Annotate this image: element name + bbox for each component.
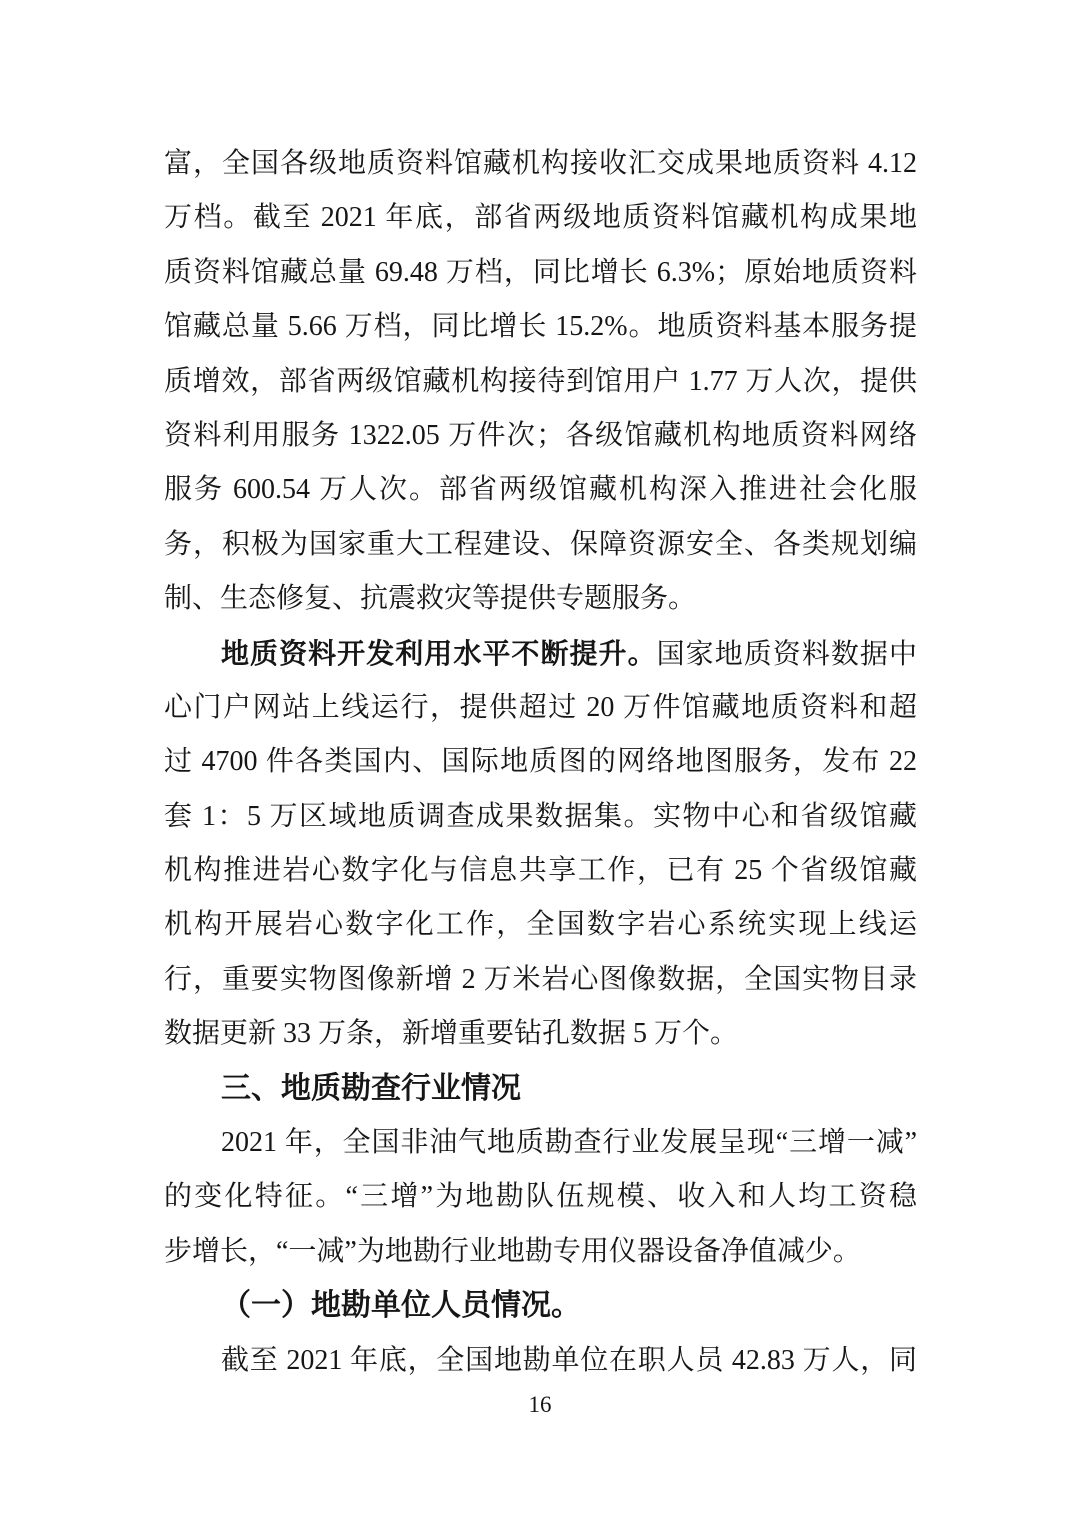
text-line-4 <box>164 300 917 354</box>
text-run-body: 务，积极为国家重大工程建设、保障资源安全、各类规划编 <box>164 528 917 560</box>
text-line-21 <box>164 1225 917 1279</box>
text-line-11 <box>164 681 917 735</box>
text-line-10 <box>164 627 917 681</box>
text-run-body: 富，全国各级地质资料馆藏机构接收汇交成果地质资料 4.12 <box>164 148 917 179</box>
text-line-7 <box>164 463 917 517</box>
text-run-kai: （一）地勘单位人员情况。 <box>221 1289 581 1323</box>
text-run-hei: 地质资料开发利用水平不断提升。 <box>221 637 657 669</box>
text-run-body: 步增长，“一减”为地勘行业地勘专用仪器设备净值减少。 <box>164 1235 861 1267</box>
text-run-body: 制、生态修复、抗震救灾等提供专题服务。 <box>164 583 697 615</box>
text-run-body: 过 4700 件各类国内、国际地质图的网络地图服务，发布 22 <box>164 746 917 778</box>
text-line-19 <box>164 1116 917 1170</box>
text-line-12 <box>164 735 917 789</box>
text-run-body: 质增效，部省两级馆藏机构接待到馆用户 1.77 万人次，提供 <box>164 365 917 397</box>
text-line-14 <box>164 844 917 898</box>
text-line-18 <box>164 1062 917 1116</box>
text-line-13 <box>164 790 917 844</box>
page-number: 16 <box>528 1392 552 1417</box>
text-line-1 <box>164 137 917 191</box>
text-run-body: 数据更新 33 万条，新增重要钻孔数据 5 万个。 <box>164 1018 739 1050</box>
text-run-body: 国家地质资料数据中 <box>656 638 917 670</box>
text-line-23 <box>164 1334 917 1388</box>
text-line-5 <box>164 355 917 409</box>
text-run-body: 套 1：5 万区域地质调查成果数据集。实物中心和省级馆藏 <box>164 800 917 832</box>
text-run-body: 资料利用服务 1322.05 万件次；各级馆藏机构地质资料网络 <box>164 419 917 451</box>
text-run-body: 心门户网站上线运行，提供超过 20 万件馆藏地质资料和超 <box>164 691 917 723</box>
text-run-body: 机构推进岩心数字化与信息共享工作，已有 25 个省级馆藏 <box>164 855 917 887</box>
text-run-body: 的变化特征。“三增”为地勘队伍规模、收入和人均工资稳 <box>164 1181 917 1213</box>
text-line-20 <box>164 1170 917 1224</box>
text-run-body: 质资料馆藏总量 69.48 万档，同比增长 6.3%；原始地质资料 <box>164 256 917 288</box>
text-run-body: 2021 年，全国非油气地质勘查行业发展呈现“三增一减” <box>221 1127 917 1159</box>
text-line-3 <box>164 246 917 300</box>
text-line-8 <box>164 518 917 572</box>
text-run-body: 截至 2021 年底，全国地勘单位在职人员 42.83 万人，同 <box>221 1344 917 1376</box>
text-block <box>164 137 917 1388</box>
text-run-body: 服务 600.54 万人次。部省两级馆藏机构深入推进社会化服 <box>164 474 917 506</box>
text-run-body: 万档。截至 2021 年底，部省两级地质资料馆藏机构成果地 <box>164 202 917 234</box>
text-run-body: 机构开展岩心数字化工作，全国数字岩心系统实现上线运 <box>164 909 917 941</box>
text-line-17 <box>164 1007 917 1061</box>
text-line-6 <box>164 409 917 463</box>
text-line-16 <box>164 953 917 1007</box>
text-run-body: 行，重要实物图像新增 2 万米岩心图像数据，全国实物目录 <box>164 963 917 995</box>
text-run-body: 馆藏总量 5.66 万档，同比增长 15.2%。地质资料基本服务提 <box>164 311 917 343</box>
text-line-22 <box>164 1279 917 1333</box>
text-run-hei: 三、地质勘查行业情况 <box>221 1071 521 1105</box>
text-line-2 <box>164 191 917 245</box>
text-line-9 <box>164 572 917 626</box>
text-line-15 <box>164 898 917 952</box>
